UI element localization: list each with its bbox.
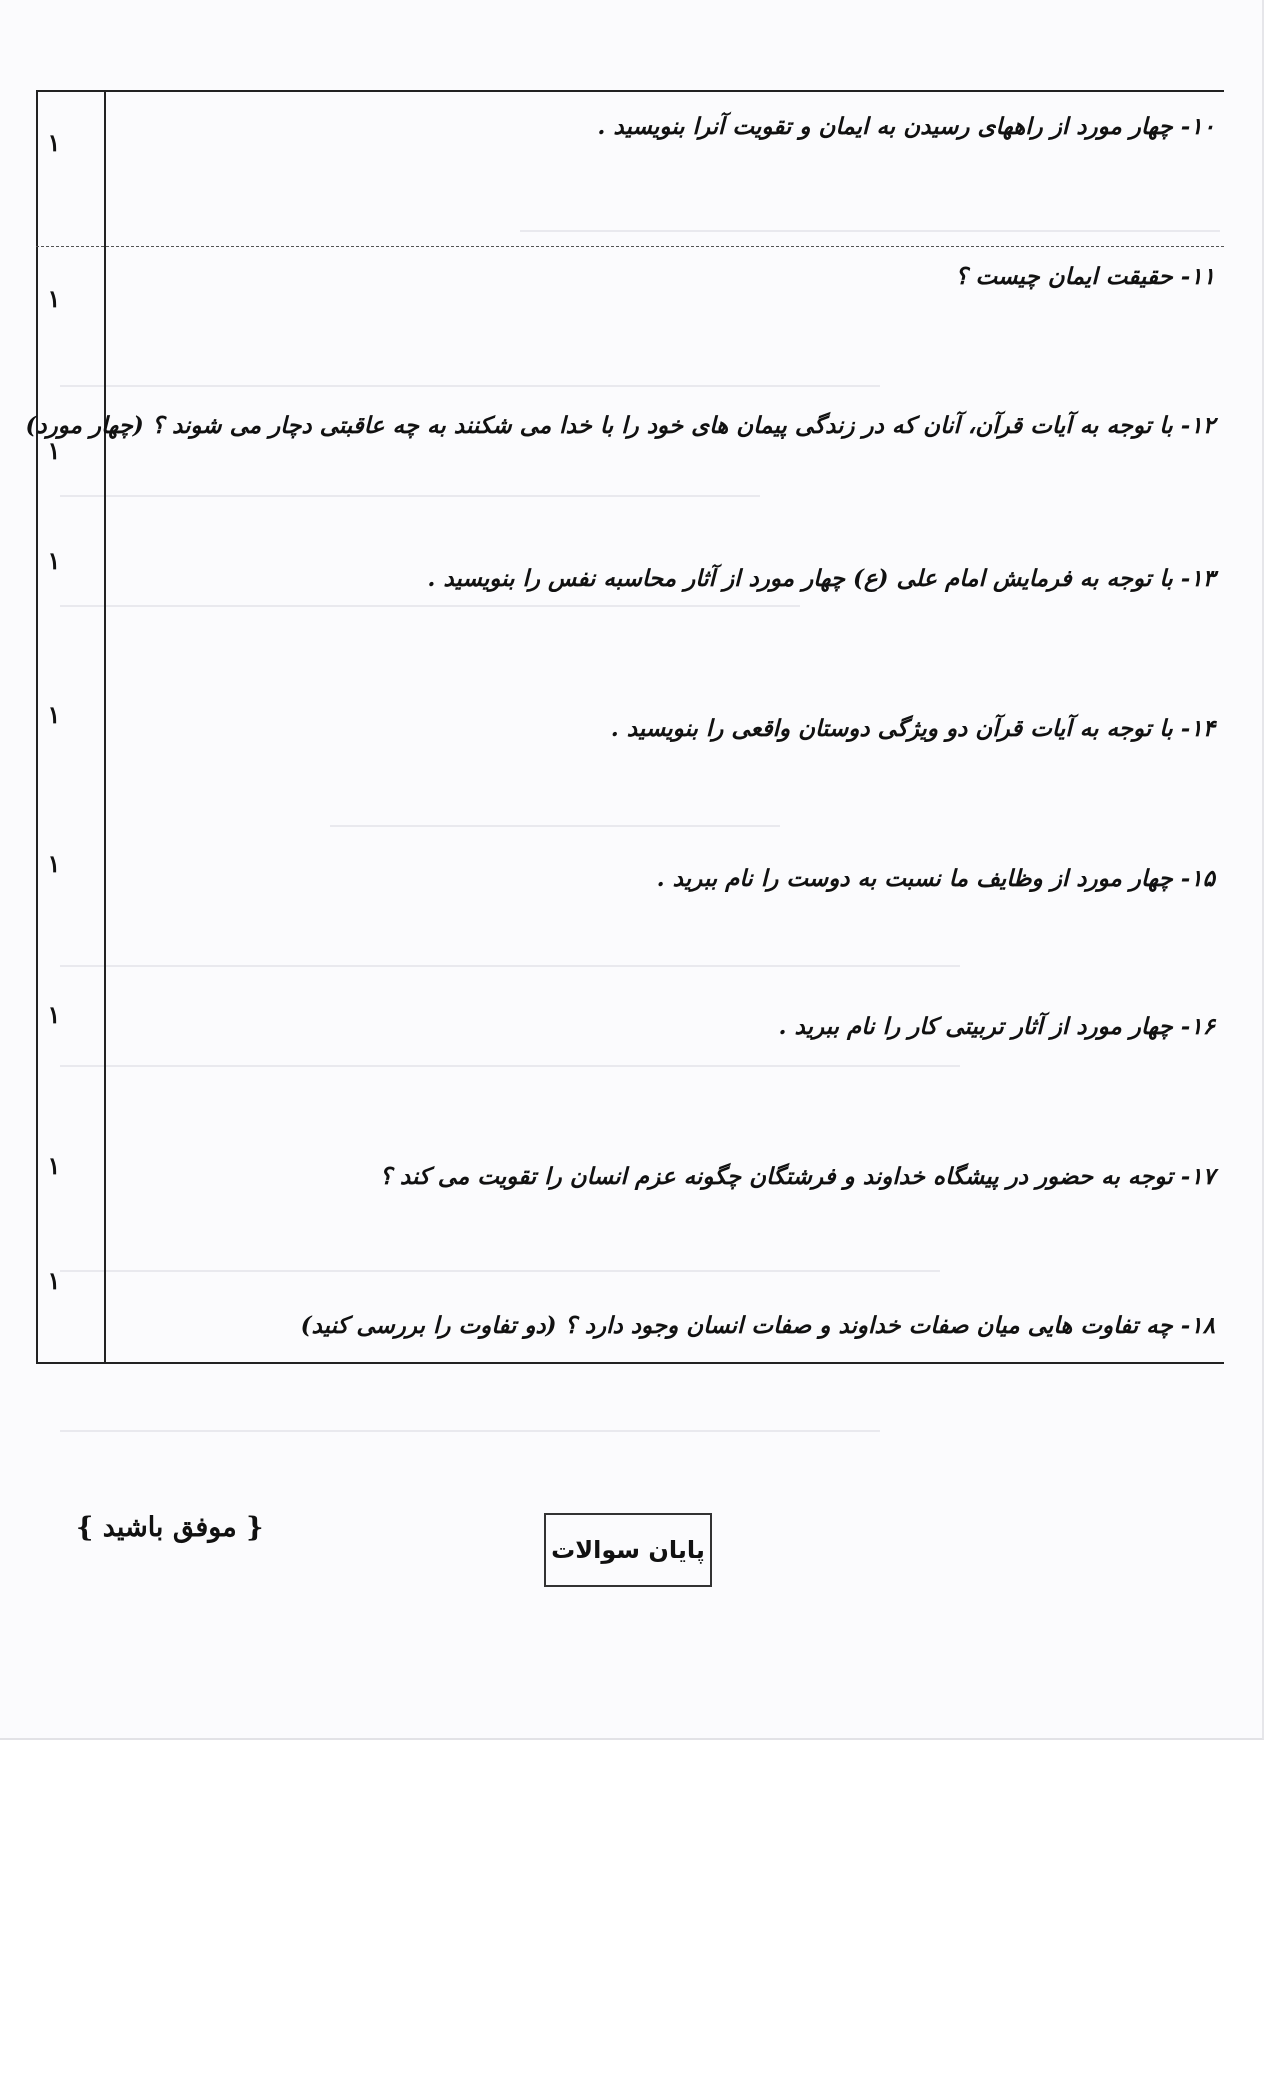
question-16: ۱۶- چهار مورد از آثار تربیتی کار را نام ببرید . (778, 1013, 1215, 1040)
question-score: ۱ (47, 436, 61, 465)
question-15: ۱۵- چهار مورد از وظایف ما نسبت به دوست را نام ببرید . (656, 865, 1215, 892)
question-12: ۱۲- با توجه به آیات قرآن، آنان که در زندگی پیمان های خود را با خدا می شکنند به چه عاقبتی دچار می شوند ؟ (چهار مورد) (25, 412, 1215, 439)
question-score: ۱ (47, 700, 61, 729)
question-14: ۱۴- با توجه به آیات قرآن دو ویژگی دوستان واقعی را بنویسید . (610, 715, 1215, 742)
question-score: ۱ (47, 1266, 61, 1295)
question-score: ۱ (47, 546, 61, 575)
question-10: ۱۰- چهار مورد از راههای رسیدن به ایمان و تقویت آنرا بنویسید . (597, 113, 1215, 140)
question-17: ۱۷- توجه به حضور در پیشگاه خداوند و فرشتگان چگونه عزم انسان را تقویت می کند ؟ (379, 1163, 1215, 1190)
row-divider (36, 246, 1224, 247)
question-score: ۱ (47, 284, 61, 313)
end-of-questions-label: پایان سوالات (551, 1536, 705, 1564)
bleed-through-line (60, 1430, 880, 1432)
end-of-questions-box (544, 1513, 712, 1587)
good-luck-note: { موفق باشید } (76, 1512, 264, 1543)
question-11: ۱۱- حقیقت ایمان چیست ؟ (955, 263, 1215, 290)
question-score: ۱ (47, 849, 61, 878)
question-score: ۱ (47, 1151, 61, 1180)
question-score: ۱ (47, 1000, 61, 1029)
question-score: ۱ (47, 128, 61, 157)
question-13: ۱۳- با توجه به فرمایش امام علی (ع) چهار مورد از آثار محاسبه نفس را بنویسید . (427, 565, 1215, 592)
question-18: ۱۸- چه تفاوت هایی میان صفات خداوند و صفات انسان وجود دارد ؟ (دو تفاوت را بررسی کنید) (300, 1312, 1215, 1339)
